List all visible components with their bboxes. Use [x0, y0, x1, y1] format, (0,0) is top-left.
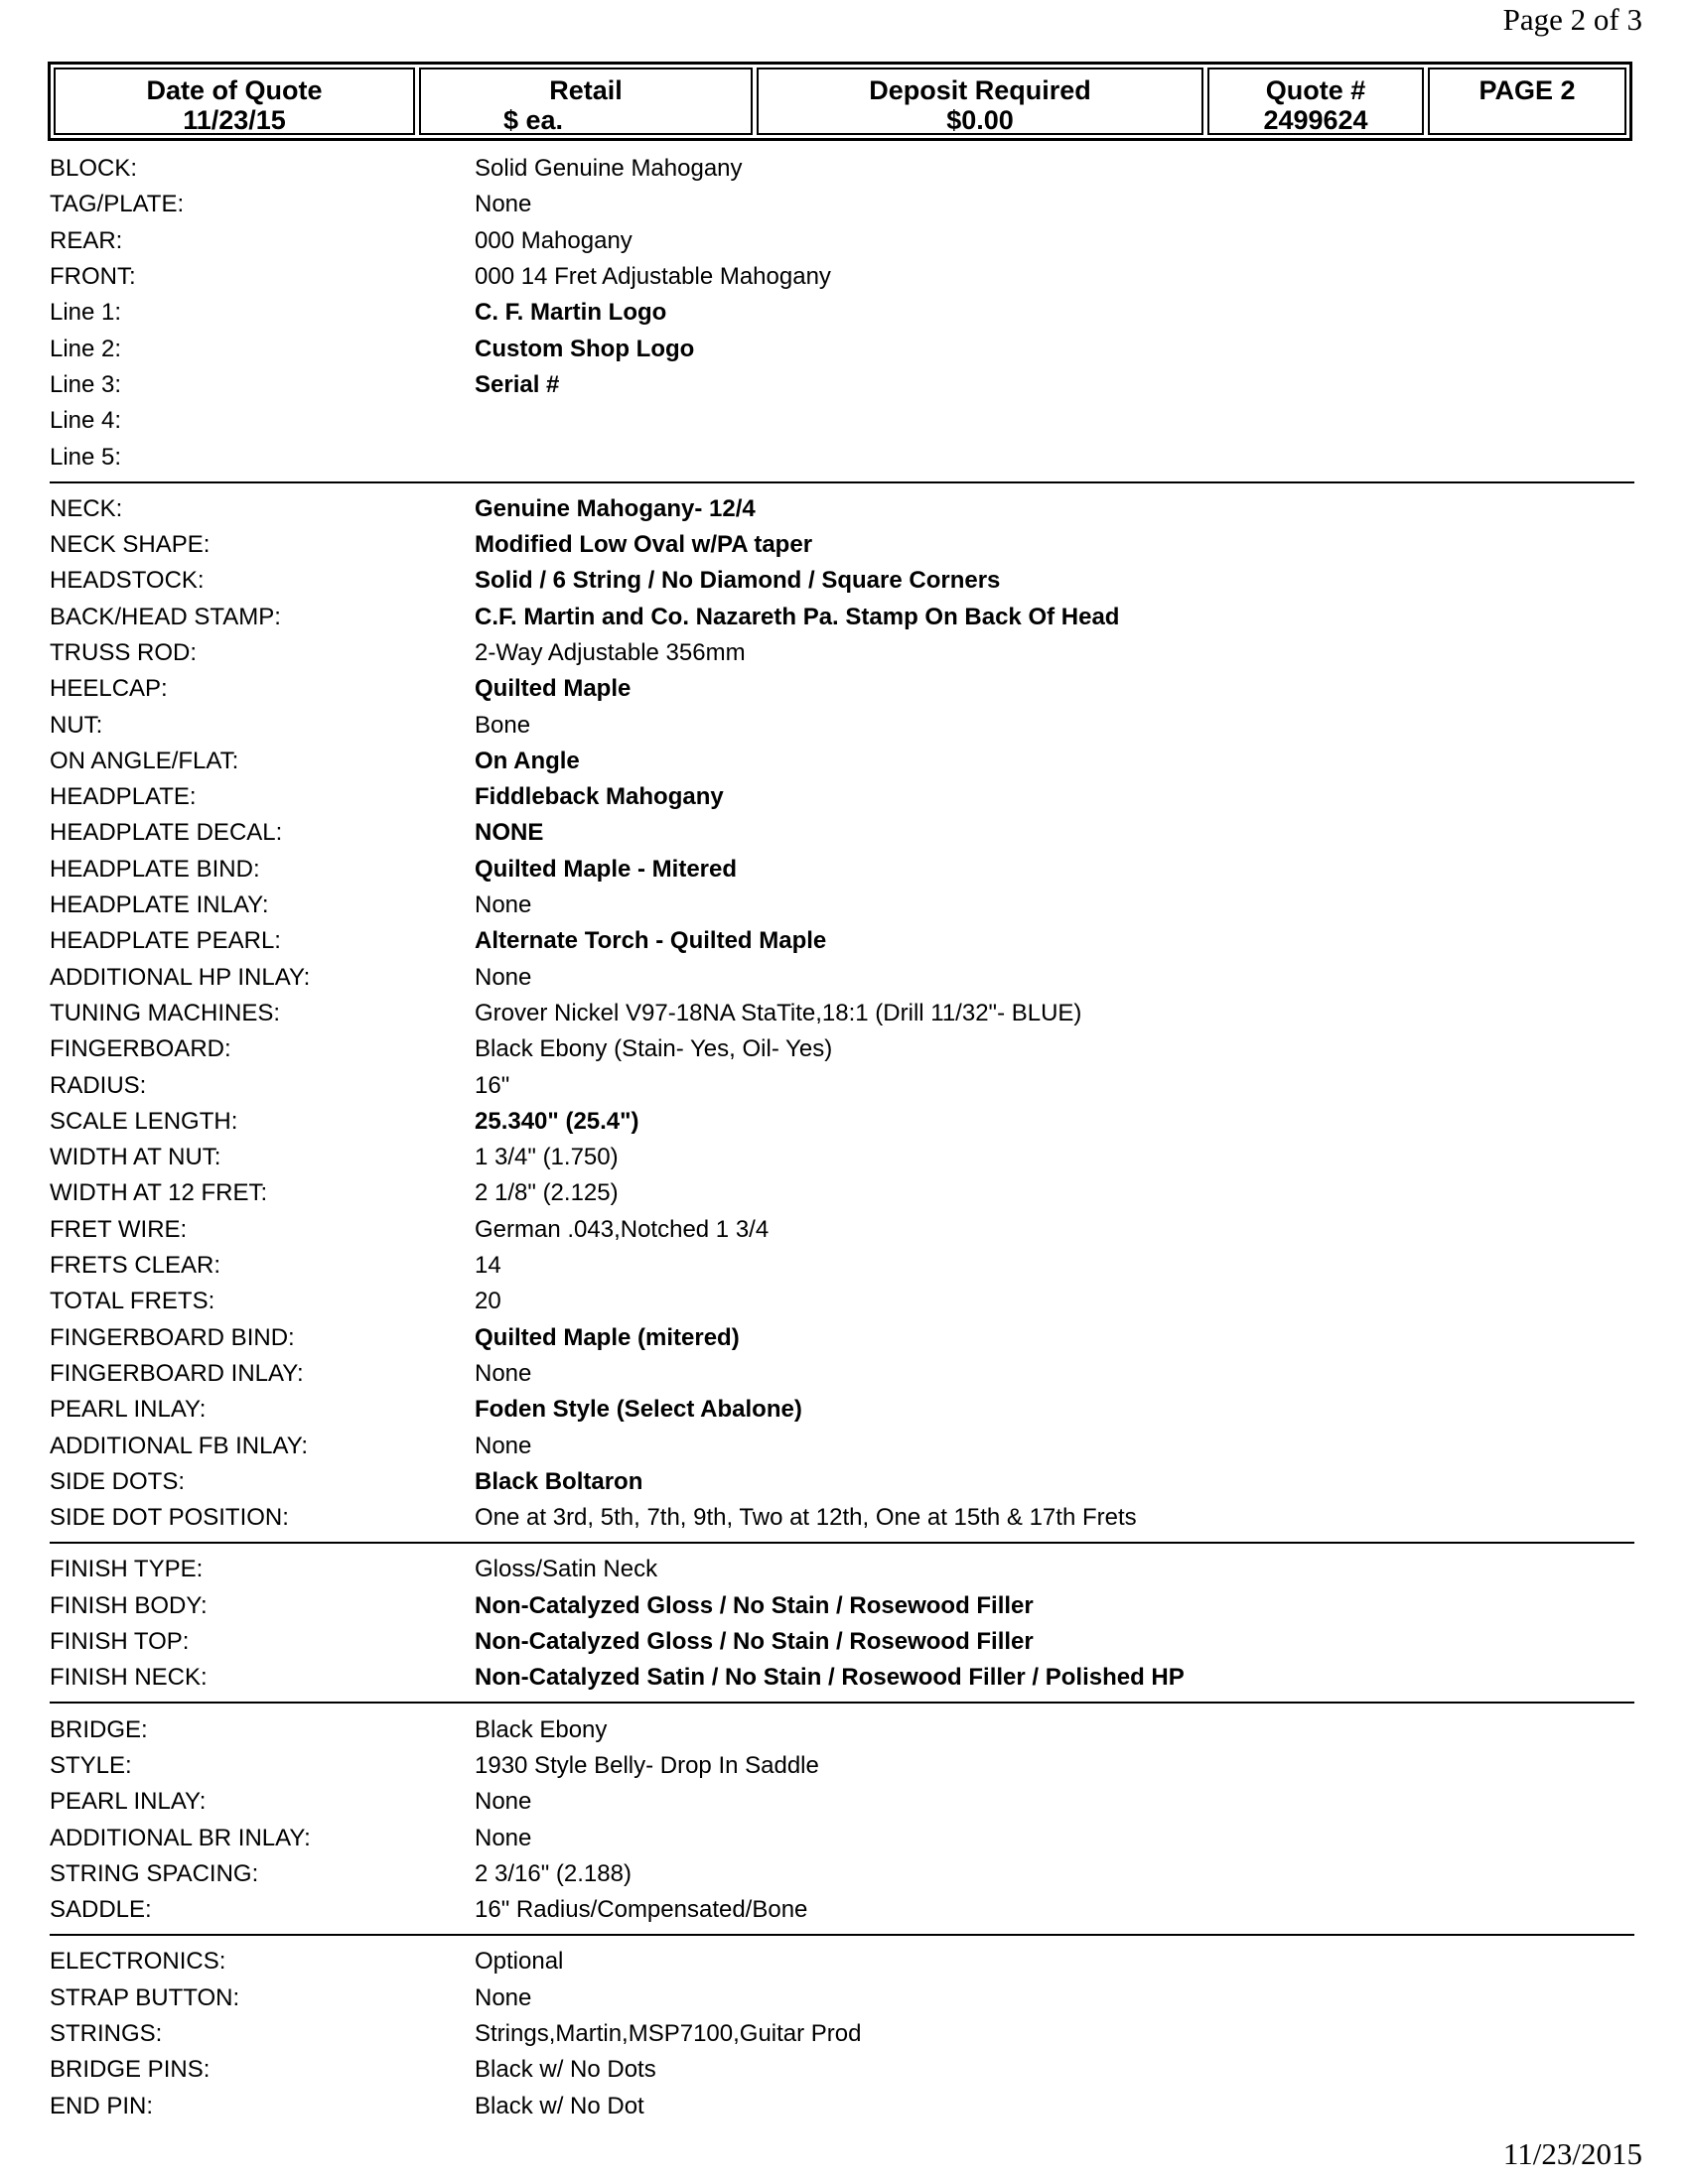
spec-label: FRONT: [50, 263, 136, 291]
spec-label: REAR: [50, 226, 123, 254]
spec-label: FINGERBOARD: [50, 1035, 231, 1063]
spec-value: None [475, 191, 532, 218]
spec-value: None [475, 1788, 532, 1816]
spec-row [50, 1175, 1634, 1211]
spec-row [50, 403, 1634, 439]
spec-value: None [475, 1983, 532, 2011]
spec-row [50, 1212, 1634, 1248]
spec-value: Genuine Mahogany- 12/4 [475, 494, 756, 522]
footer-date: 11/23/2015 [1502, 2136, 1642, 2171]
spec-row [50, 923, 1634, 959]
spec-value: Alternate Torch - Quilted Maple [475, 927, 827, 955]
spec-row [50, 259, 1634, 295]
spec-label: SIDE DOT POSITION: [50, 1504, 289, 1532]
spec-value: Foden Style (Select Abalone) [475, 1396, 802, 1424]
quote-number-value: 2499624 [1263, 105, 1368, 135]
spec-label: Line 2: [50, 335, 122, 362]
spec-row [50, 635, 1634, 671]
spec-row [50, 1588, 1634, 1624]
spec-value: Custom Shop Logo [475, 335, 695, 362]
spec-label: RADIUS: [50, 1071, 147, 1099]
spec-value: Serial # [475, 370, 560, 398]
spec-label: Line 4: [50, 407, 122, 435]
spec-label: WIDTH AT NUT: [50, 1144, 221, 1171]
spec-label: HEADPLATE BIND: [50, 855, 260, 883]
spec-value: 16" [475, 1071, 510, 1099]
spec-label: HEADPLATE INLAY: [50, 891, 269, 919]
spec-row [50, 1031, 1634, 1067]
retail-cell [419, 68, 753, 135]
spec-value: None [475, 1824, 532, 1851]
spec-row [50, 1140, 1634, 1175]
spec-row [50, 815, 1634, 851]
spec-value: Quilted Maple [475, 675, 632, 703]
spec-row [50, 1552, 1634, 1587]
spec-row [50, 151, 1634, 187]
spec-value: 16" Radius/Compensated/Bone [475, 1896, 808, 1924]
spec-value: None [475, 891, 532, 919]
spec-label: END PIN: [50, 2092, 154, 2119]
spec-value: Black Ebony (Stain- Yes, Oil- Yes) [475, 1035, 833, 1063]
spec-value: Strings,Martin,MSP7100,Guitar Prod [475, 2019, 862, 2047]
spec-row [50, 2052, 1634, 2088]
quote-number-label: Quote # [1265, 75, 1366, 105]
spec-row [50, 744, 1634, 779]
spec-value: Gloss/Satin Neck [475, 1556, 658, 1583]
spec-value: On Angle [475, 747, 580, 774]
spec-value: 1930 Style Belly- Drop In Saddle [475, 1751, 819, 1779]
spec-value: Grover Nickel V97-18NA StaTite,18:1 (Drill 11/32"- BLUE) [475, 999, 1082, 1026]
spec-value: 14 [475, 1252, 501, 1280]
spec-label: NECK SHAPE: [50, 531, 211, 559]
spec-value: German .043,Notched 1 3/4 [475, 1215, 770, 1243]
spec-label: STYLE: [50, 1751, 132, 1779]
spec-row [50, 1660, 1634, 1696]
spec-label: ADDITIONAL HP INLAY: [50, 963, 311, 991]
retail-value: $ ea. [503, 105, 564, 135]
spec-value: Fiddleback Mahogany [475, 783, 724, 811]
spec-row [50, 367, 1634, 403]
spec-label: HEADPLATE PEARL: [50, 927, 281, 955]
spec-row [50, 187, 1634, 222]
spec-value: 000 14 Fret Adjustable Mahogany [475, 263, 831, 291]
spec-row [50, 2016, 1634, 2052]
spec-row [50, 1820, 1634, 1855]
spec-row [50, 1392, 1634, 1428]
spec-row [50, 1104, 1634, 1140]
spec-label: BLOCK: [50, 155, 138, 183]
spec-value: 25.340" (25.4") [475, 1107, 639, 1135]
deposit-value: $0.00 [946, 105, 1014, 135]
spec-row [50, 1320, 1634, 1356]
spec-label: BACK/HEAD STAMP: [50, 603, 281, 630]
spec-label: HEELCAP: [50, 675, 168, 703]
spec-value: Black w/ No Dots [475, 2056, 656, 2084]
spec-row [50, 1464, 1634, 1500]
spec-value: 2 1/8" (2.125) [475, 1179, 619, 1207]
spec-value: Black Ebony [475, 1715, 608, 1743]
spec-value: None [475, 1432, 532, 1459]
page-label-cell [1428, 68, 1626, 135]
spec-section [50, 1944, 1634, 2129]
spec-label: Line 3: [50, 370, 122, 398]
spec-value: One at 3rd, 5th, 7th, 9th, Two at 12th, One at 15th & 17th Frets [475, 1504, 1137, 1532]
spec-row [50, 960, 1634, 996]
spec-label: ADDITIONAL BR INLAY: [50, 1824, 311, 1851]
spec-label: PEARL INLAY: [50, 1396, 207, 1424]
spec-row [50, 527, 1634, 563]
spec-label: PEARL INLAY: [50, 1788, 207, 1816]
spec-row [50, 600, 1634, 635]
spec-value: Quilted Maple - Mitered [475, 855, 738, 883]
spec-value: 000 Mahogany [475, 226, 633, 254]
spec-value: Black Boltaron [475, 1467, 643, 1495]
spec-label: STRAP BUTTON: [50, 1983, 240, 2011]
spec-label: FINGERBOARD BIND: [50, 1323, 295, 1351]
spec-label: FRETS CLEAR: [50, 1252, 221, 1280]
spec-row [50, 1500, 1634, 1536]
deposit-label: Deposit Required [869, 75, 1091, 105]
spec-label: STRING SPACING: [50, 1859, 259, 1887]
spec-row [50, 295, 1634, 331]
spec-row [50, 2088, 1634, 2123]
spec-label: ADDITIONAL FB INLAY: [50, 1432, 309, 1459]
spec-label: FINISH NECK: [50, 1664, 208, 1692]
spec-label: FINISH TOP: [50, 1628, 190, 1656]
spec-row [50, 439, 1634, 475]
spec-row [50, 887, 1634, 923]
spec-row [50, 331, 1634, 366]
spec-value: 2-Way Adjustable 356mm [475, 639, 746, 666]
spec-label: TAG/PLATE: [50, 191, 185, 218]
spec-label: HEADSTOCK: [50, 567, 205, 595]
spec-label: SCALE LENGTH: [50, 1107, 238, 1135]
spec-value: Optional [475, 1948, 564, 1976]
spec-label: STRINGS: [50, 2019, 163, 2047]
deposit-cell [757, 68, 1203, 135]
spec-label: FINISH BODY: [50, 1591, 208, 1619]
spec-row [50, 1892, 1634, 1928]
spec-label: NUT: [50, 711, 103, 739]
spec-row [50, 1980, 1634, 2016]
spec-row [50, 707, 1634, 743]
spec-label: TOTAL FRETS: [50, 1288, 215, 1315]
spec-label: ON ANGLE/FLAT: [50, 747, 239, 774]
spec-row [50, 779, 1634, 815]
spec-row [50, 996, 1634, 1031]
spec-row [50, 1784, 1634, 1820]
spec-label: ELECTRONICS: [50, 1948, 226, 1976]
spec-row [50, 1248, 1634, 1284]
spec-label: Line 5: [50, 443, 122, 471]
spec-label: BRIDGE PINS: [50, 2056, 211, 2084]
spec-label: SIDE DOTS: [50, 1467, 186, 1495]
spec-value: 2 3/16" (2.188) [475, 1859, 632, 1887]
spec-value: Solid / 6 String / No Diamond / Square Corners [475, 567, 1001, 595]
spec-label: FINISH TYPE: [50, 1556, 204, 1583]
spec-value: Modified Low Oval w/PA taper [475, 531, 813, 559]
spec-label: TRUSS ROD: [50, 639, 198, 666]
spec-section [50, 1711, 1634, 1936]
spec-value: Solid Genuine Mahogany [475, 155, 743, 183]
spec-row [50, 852, 1634, 887]
spec-section [50, 491, 1634, 1545]
spec-value: C. F. Martin Logo [475, 299, 667, 327]
spec-row [50, 563, 1634, 599]
spec-label: FRET WIRE: [50, 1215, 188, 1243]
spec-value: Quilted Maple (mitered) [475, 1323, 740, 1351]
spec-label: HEADPLATE DECAL: [50, 819, 283, 847]
retail-label: Retail [549, 75, 623, 105]
date-of-quote-cell [54, 68, 415, 135]
spec-label: FINGERBOARD INLAY: [50, 1359, 304, 1387]
spec-row [50, 1428, 1634, 1463]
spec-row [50, 1944, 1634, 1979]
spec-row [50, 1624, 1634, 1660]
spec-value: Non-Catalyzed Satin / No Stain / Rosewood Filler / Polished HP [475, 1664, 1185, 1692]
spec-row [50, 1067, 1634, 1103]
spec-label: WIDTH AT 12 FRET: [50, 1179, 268, 1207]
date-of-quote-value: 11/23/15 [183, 105, 286, 135]
spec-value: Bone [475, 711, 531, 739]
spec-label: SADDLE: [50, 1896, 152, 1924]
spec-section [50, 1552, 1634, 1704]
spec-row [50, 1748, 1634, 1784]
spec-value: Non-Catalyzed Gloss / No Stain / Rosewood Filler [475, 1628, 1034, 1656]
spec-value: C.F. Martin and Co. Nazareth Pa. Stamp On Back Of Head [475, 603, 1120, 630]
spec-row [50, 1856, 1634, 1892]
quote-header-table [48, 62, 1632, 141]
quote-number-cell [1207, 68, 1424, 135]
spec-list [50, 151, 1638, 2138]
spec-value: 20 [475, 1288, 501, 1315]
spec-value: 1 3/4" (1.750) [475, 1144, 619, 1171]
spec-label: HEADPLATE: [50, 783, 197, 811]
spec-label: TUNING MACHINES: [50, 999, 281, 1026]
page-indicator: Page 2 of 3 [1502, 2, 1642, 37]
spec-row [50, 1356, 1634, 1392]
spec-label: Line 1: [50, 299, 122, 327]
page-label: PAGE 2 [1478, 75, 1576, 105]
spec-value: Non-Catalyzed Gloss / No Stain / Rosewood Filler [475, 1591, 1034, 1619]
spec-value: None [475, 1359, 532, 1387]
date-of-quote-label: Date of Quote [146, 75, 323, 105]
spec-row [50, 491, 1634, 527]
spec-row [50, 223, 1634, 259]
spec-row [50, 671, 1634, 707]
spec-label: BRIDGE: [50, 1715, 148, 1743]
spec-section [50, 151, 1634, 483]
spec-label: NECK: [50, 494, 123, 522]
spec-value: None [475, 963, 532, 991]
spec-row [50, 1284, 1634, 1319]
spec-value: NONE [475, 819, 544, 847]
spec-row [50, 1711, 1634, 1747]
spec-value: Black w/ No Dot [475, 2092, 644, 2119]
